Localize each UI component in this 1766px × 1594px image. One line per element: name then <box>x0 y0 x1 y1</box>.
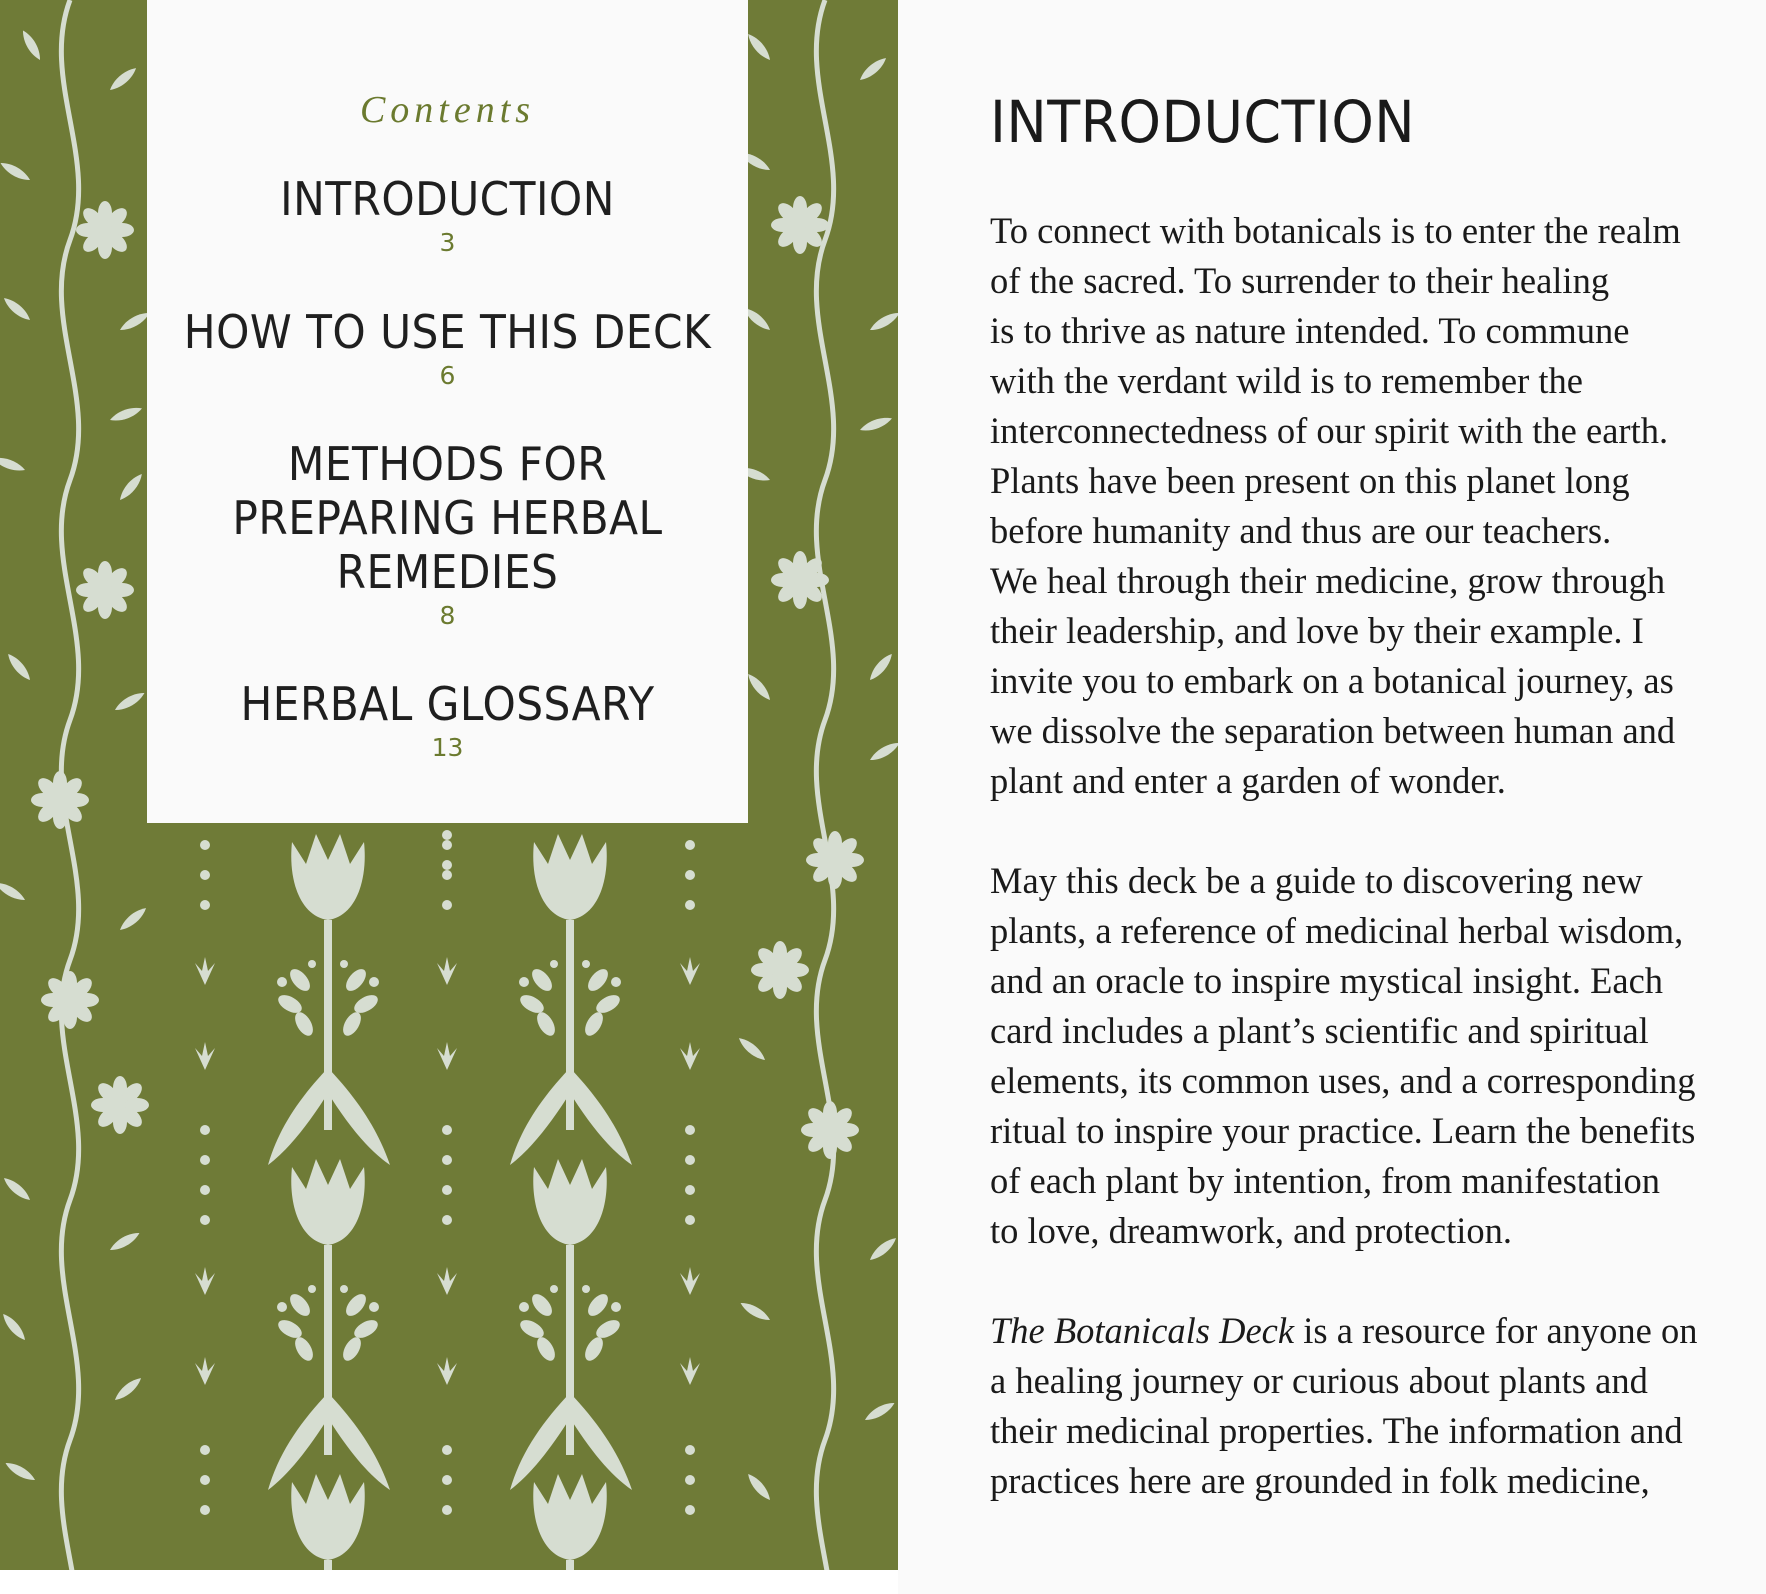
text-line <box>990 1306 1750 1356</box>
contents-heading: Contents <box>359 89 536 131</box>
toc-entry-methods[interactable] <box>147 437 748 630</box>
toc-entry-title: HOW TO USE THIS DECK <box>183 305 712 359</box>
toc-entry-title: INTRODUCTION <box>280 172 615 226</box>
toc-entry-title-line: PREPARING HERBAL <box>232 491 663 545</box>
text-line: a healing journey or curious about plants and <box>990 1360 1648 1401</box>
text-line: their leadership, and love by their example. I <box>990 610 1644 651</box>
text-line: their medicinal properties. The information and <box>990 1410 1683 1451</box>
text-line: to love, dreamwork, and protection. <box>990 1210 1512 1251</box>
text-line: elements, its common uses, and a corresponding <box>990 1060 1696 1101</box>
toc-entry-title: HERBAL GLOSSARY <box>240 677 655 731</box>
text-line: is to thrive as nature intended. To commune <box>990 310 1630 351</box>
text-line: ritual to inspire your practice. Learn the benefits <box>990 1110 1696 1151</box>
text-line: card includes a plant’s scientific and spiritual <box>990 1010 1649 1051</box>
toc-entry-introduction[interactable] <box>147 172 748 257</box>
toc-entry-title-line: REMEDIES <box>336 545 559 599</box>
text-line: invite you to embark on a botanical journey, as <box>990 660 1674 701</box>
text-fragment: is a resource for anyone on <box>1294 1310 1698 1351</box>
text-line: We heal through their medicine, grow through <box>990 560 1666 601</box>
introduction-heading: INTRODUCTION <box>990 88 1416 156</box>
text-line: Plants have been present on this planet long <box>990 460 1630 501</box>
text-line: with the verdant wild is to remember the <box>990 360 1583 401</box>
toc-entry-page-number: 3 <box>439 228 456 257</box>
text-line: plants, a reference of medicinal herbal wisdom, <box>990 910 1684 951</box>
text-line: interconnectedness of our spirit with the earth. <box>990 410 1669 451</box>
text-line: of the sacred. To surrender to their healing <box>990 260 1610 301</box>
text-line: To connect with botanicals is to enter the realm <box>990 210 1681 251</box>
text-line: May this deck be a guide to discovering new <box>990 860 1643 901</box>
toc-entry-title-line: METHODS FOR <box>287 437 608 491</box>
introduction-page <box>898 0 1766 1594</box>
text-line: before humanity and thus are our teachers. <box>990 510 1612 551</box>
contents-card <box>147 0 748 823</box>
intro-paragraph-1 <box>990 206 1750 806</box>
toc-entry-page-number: 8 <box>439 601 456 630</box>
toc-entry-glossary[interactable] <box>147 677 748 762</box>
text-line: of each plant by intention, from manifestation <box>990 1160 1660 1201</box>
toc-entry-page-number: 6 <box>439 361 456 390</box>
toc-entry-how-to-use[interactable] <box>147 305 748 390</box>
intro-paragraph-2 <box>990 856 1750 1256</box>
text-line: plant and enter a garden of wonder. <box>990 760 1506 801</box>
text-line: practices here are grounded in folk medicine, <box>990 1460 1650 1501</box>
text-line: we dissolve the separation between human and <box>990 710 1676 751</box>
intro-paragraph-3 <box>990 1306 1750 1506</box>
book-title: The Botanicals Deck <box>990 1310 1295 1351</box>
toc-entry-page-number: 13 <box>431 733 464 762</box>
text-line: and an oracle to inspire mystical insight. Each <box>990 960 1664 1001</box>
